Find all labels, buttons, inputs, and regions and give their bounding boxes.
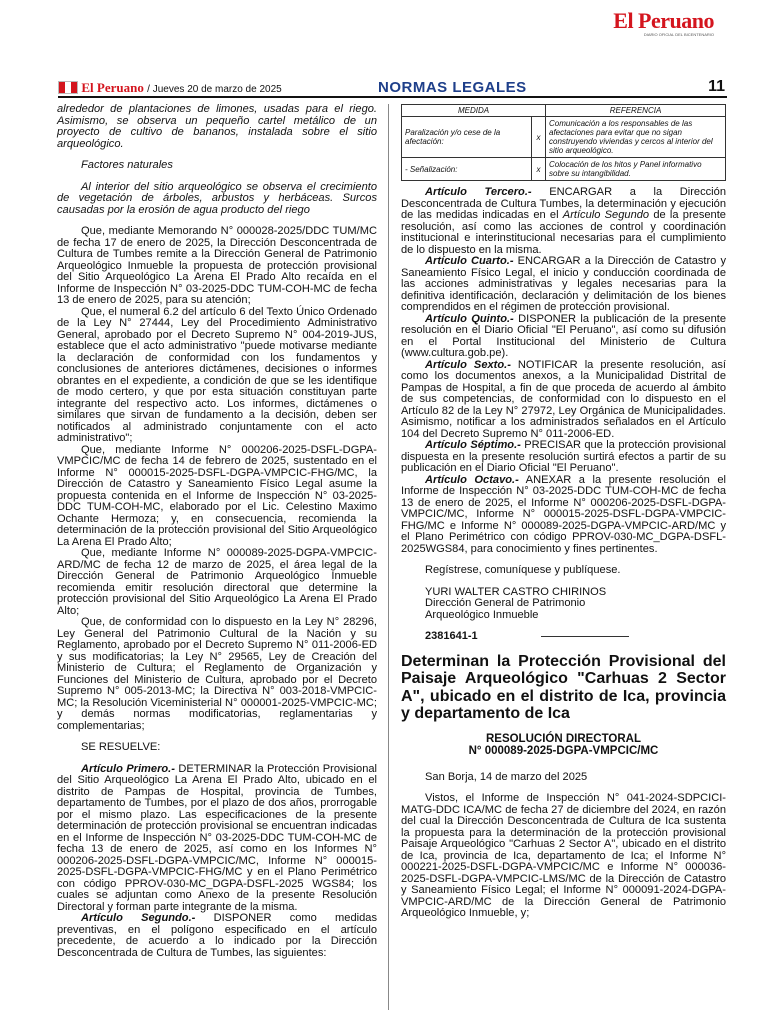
article-label: Artículo Sexto.- [425, 358, 511, 371]
article-label: Artículo Segundo.- [81, 912, 196, 924]
table-header: REFERENCIA [546, 105, 726, 117]
paragraph: Que, mediante Informe N° 000089-2025-DGPA-VMPCIC-ARD/MC de fecha 12 de marzo de 2025, el área legal de la Dirección General de Patrimonio Arqueológico Inmueble recomienda emitir resolución directoral que determine la protección provisional del Sitio Arqueológico La Arena El Prado Alto; [57, 547, 377, 617]
article-2 [57, 913, 377, 959]
article-label: Artículo Primero.- [81, 762, 175, 775]
signer-role: Dirección General de Patrimonio [425, 597, 586, 609]
article-text: NOTIFICAR la presente resolución, así como los documentos anexos, a la Municipalidad Distrital de Pampas de Hospital, a fin de que proceda de acuerdo al ámbito de sus competencias, de conformidad con lo dispuesto en el Artículo 82 de la Ley N° 27972, Ley Orgánica de Municipalidades. Asimismo, notificar a los administrados señalados en el Artículo 104 del Decreto Supremo N° 011-2006-ED. [401, 358, 726, 440]
peru-coat-of-arms-icon [58, 81, 78, 94]
norm-title: Determinan la Protección Provisional del Paisaje Arqueológico "Carhuas 2 Sector A", ubicado en el distrito de Ica, provincia y departamento de Ica [401, 652, 726, 722]
article-text: PRECISAR que la protección provisional dispuesta en la presente resolución surtirá efectos a partir de su publicación en el Diario Oficial "El Peruano". [401, 439, 726, 474]
article-3 [401, 187, 726, 256]
publication-code-block [401, 631, 726, 643]
article-label: Artículo Quinto.- [425, 312, 514, 325]
vistos-paragraph: Vistos, el Informe de Inspección N° 041-2024-SDPCICI-MATG-DDC ICA/MC de fecha 27 de diciembre del 2024, en razón del cual la Dirección Desconcentrada de Cultura de Ica sustenta la propuesta para la determinación de la protección provisional Paisaje Arqueológico "Carhuas 2 Sector A", ubicado en el distrito de Ica, provincia de Ica, departamento de Ica; el Informe N° 000221-2025-DSFL-DGPA-VMPCIC/MC e Informe N° 000036-2025-DSFL-DGPA-VMPCIC-LMS/MC de la Dirección de Catastro y Saneamiento Físico Legal; el Informe N° 000091-2024-DGPA-VMPCIC-ARD/MC de la Dirección General de Patrimonio Arqueológico Inmueble, y; [401, 792, 726, 919]
header-section: NORMAS LEGALES [378, 79, 527, 96]
article-1 [57, 764, 377, 914]
resolution-title: RESOLUCIÓN DIRECTORAL [485, 732, 642, 745]
article-7 [401, 440, 726, 475]
table-row [402, 158, 726, 181]
article-text: DISPONER la publicación de la presente resolución en el Diario Oficial "El Peruano", así como su difusión en el Portal Institucional del Ministerio de Cultura (www.cultura.gob.pe). [401, 312, 726, 359]
article-text: ANEXAR a la presente resolución el Informe de Inspección N° 03-2025-DDC TUM-COH-MC de fecha 13 de enero de 2025, el Informe N° 000206-2025-DSFL-DGPA-VMPCIC/MC, Informe N° 000015-2025-DSFL-DGPA-VMPCIC-FHG/MC e Informe N° 000089-2025-DGPA-VMPCIC-ARD/MC y el Plano Perimétrico con código PPROV-030-MC_DGPA-DSFL-2025WGS84, para conocimiento y fines pertinentes. [401, 473, 726, 555]
logo-tagline: DIARIO OFICIAL DEL BICENTENARIO [643, 32, 714, 37]
table-cell: x [532, 158, 546, 181]
signer-name: YURI WALTER CASTRO CHIRINOS [425, 585, 607, 598]
article-6 [401, 360, 726, 441]
article-label: Artículo Octavo.- [425, 473, 519, 486]
se-resuelve: SE RESUELVE: [81, 741, 161, 753]
article-text: ENCARGAR a la Dirección Desconcentrada de Cultura Tumbes, la determinación y ejecución de las medidas indicadas en el [401, 186, 726, 221]
header-brand-name: El Peruano [81, 80, 144, 95]
measures-table [401, 104, 726, 181]
closing: Regístrese, comuníquese y publíquese. [425, 564, 621, 576]
el-peruano-logo [613, 8, 714, 37]
left-column [57, 104, 377, 959]
page-header [58, 78, 727, 98]
table-cell: x [532, 117, 546, 158]
publication-code: 2381641-1 [425, 630, 478, 642]
table-cell: Colocación de los hitos y Panel informativo sobre su intangibilidad. [546, 158, 726, 181]
article-text: DISPONER como medidas preventivas, en el polígono especificado en el artículo precedente, de acuerdo a lo indicado por la Dirección Desconcentrada de Cultura de Tumbes, las siguientes: [57, 912, 377, 959]
article-label: Artículo Cuarto.- [425, 255, 514, 267]
article-text: de la presente resolución, así como las acciones de control y coordinación institucional e interinstitucional necesarias para el cumplimiento de lo dispuesto en la misma. [401, 209, 726, 256]
article-4 [401, 256, 726, 314]
resolution-number: N° 000089-2025-DGPA-VMPCIC/MC [468, 745, 659, 757]
paragraph: Que, de conformidad con lo dispuesto en la Ley N° 28296, Ley General del Patrimonio Cultural de la Nación y su Reglamento, aprobado por el Decreto Supremo N° 011-2006-ED y sus modificatorias; la Ley N° 29565, Ley de Creación del Ministerio de Cultura; el Reglamento de Organización y Funciones del Ministerio de Cultura, aprobado por el Decreto Supremo N° 005-2013-MC; la Directiva N° 003-2018-VMPCIC-MC; la Resolución Viceministerial N° 000001-2025-VMPCIC-MC; y demás normas modificatorias, reglamentarias y complementarias; [57, 616, 377, 732]
paragraph: alrededor de plantaciones de limones, usadas para el riego. Asimismo, se observa un pequeño cartel metálico de un proyecto de cultivo de bananos, instalada sobre el sitio arqueológico. [57, 103, 377, 150]
article-label: Artículo Séptimo.- [425, 439, 521, 451]
place-date: San Borja, 14 de marzo del 2025 [425, 770, 588, 783]
table-cell: Comunicación a los responsables de las afectaciones para evitar que no sigan construyendo viviendas y cercos al interior del sitio arqueológico. [546, 117, 726, 158]
table-cell: Paralización y/o cese de la afectación: [402, 117, 532, 158]
header-brand [58, 80, 282, 96]
paragraph: Que, mediante Memorando N° 000028-2025/DDC TUM/MC de fecha 17 de enero de 2025, la Dirección Desconcentrada de Cultura de Tumbes remite a la Dirección General de Patrimonio Arqueológico Inmueble la propuesta de protección provisional del Sitio Arqueológico La Arena El Prado Alto recaída en el Informe de Inspección N° 03-2025-DDC TUM-COH-MC de fecha 13 de enero de 2025, para su atención; [57, 225, 377, 306]
logo-text: El Peruano [613, 8, 714, 33]
signer-role: Arqueológico Inmueble [425, 608, 539, 621]
table-row [402, 117, 726, 158]
right-column [401, 104, 726, 920]
table-header: MEDIDA [402, 105, 546, 117]
header-date: / Jueves 20 de marzo de 2025 [147, 84, 282, 95]
article-ref: Artículo Segundo [562, 209, 650, 221]
subheading: Factores naturales [81, 159, 173, 171]
column-divider [388, 104, 389, 1010]
paragraph: Que, el numeral 6.2 del artículo 6 del Texto Único Ordenado de la Ley N° 27444, Ley del Procedimiento Administrativo General, aprobado por el Decreto Supremo N° 004-2019-JUS, establece que el acto administrativo "puede motivarse mediante la declaración de conformidad con los fundamentos y conclusiones de anteriores dictámenes, decisiones o informes obrantes en el expediente, a condición de que se les identifique de modo certero, y que por esta situación constituyan parte integrante del respectivo acto. Los informes, dictámenes o similares que sirvan de fundamento a la decisión, deben ser notificados al administrado conjuntamente con el acto administrativo"; [57, 305, 377, 444]
paragraph: Que, mediante Informe N° 000206-2025-DSFL-DGPA-VMPCIC/MC de fecha 14 de febrero de 2025, sustentado en el Informe N° 000015-2025-DSFL-DGPA-VMPCIC-FHG/MC, la Dirección de Catastro y Saneamiento Físico Legal asume la propuesta contenida en el Informe de Inspección N° 03-2025-DDC TUM-COH-MC, elaborado por el Lic. Celestino Maximo Ochante Hermoza; y, en consecuencia, recomienda la determinación de la protección provisional del Sitio Arqueológico La Arena El Prado Alto; [57, 443, 377, 548]
article-label: Artículo Tercero.- [425, 186, 532, 198]
article-text: DETERMINAR la Protección Provisional del Sitio Arqueológico La Arena El Prado Alto, ubicado en el distrito de Pampas de Hospital, provincia de Tumbes, departamento de Tumbes, por el plazo de dos años, prorrogable por el mismo plazo. Las especificaciones de la presente determinación de protección provisional se encuentran indicadas en el Informe de Inspección N° 03-2025-DDC TUM-COH-MC de fecha 13 de enero de 2025, así como en los Informes N° 000206-2025-DSFL-DGPA-VMPCIC/MC, Informe N° 000015-2025-DSFL-DGPA-VMPCIC-FHG/MC y en el Plano Perimétrico con código PPROV-030-MC_DGPA-DSFL-2025 WGS84; los cuales se adjuntan como Anexo de la presente Resolución Directoral y forman parte integrante de la misma. [57, 762, 378, 913]
paragraph: Al interior del sitio arqueológico se observa el crecimiento de vegetación de árboles, arbustos y herbáceas. Surcos causadas por la erosión de agua producto del riego [57, 180, 377, 216]
article-5 [401, 314, 726, 360]
article-text: ENCARGAR a la Dirección de Catastro y Saneamiento Físico Legal, el inicio y conducción coordinada de las acciones administrativas y legales necesarias para la definitiva identificación, declaración y delimitación de los bienes comprendidos en el régimen de protección provisional. [401, 255, 727, 313]
table-header-row [402, 105, 726, 117]
separator-rule [541, 636, 629, 637]
article-8 [401, 475, 726, 556]
page-number: 11 [708, 78, 725, 95]
table-cell: - Señalización: [402, 158, 532, 181]
